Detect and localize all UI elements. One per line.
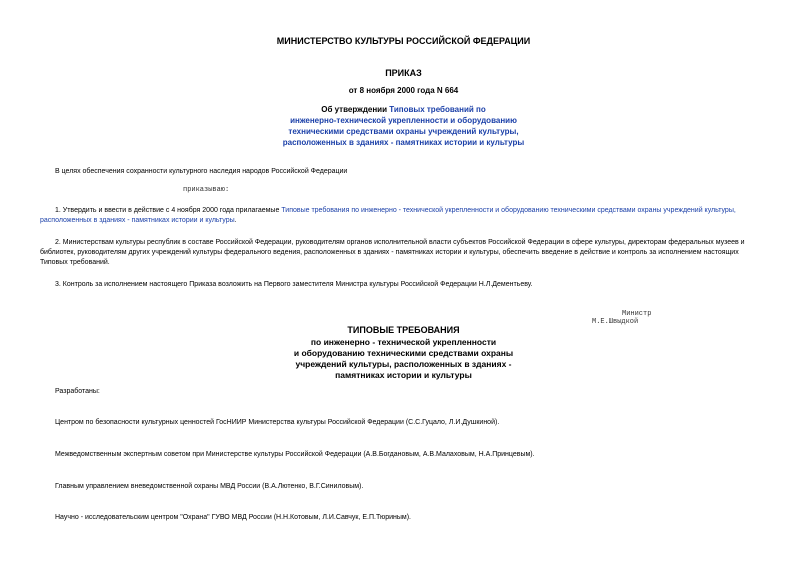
ministry-heading: МИНИСТЕРСТВО КУЛЬТУРЫ РОССИЙСКОЙ ФЕДЕРАЦИИ: [276, 36, 531, 46]
doc-type-heading: ПРИКАЗ: [385, 68, 422, 78]
item-2-line-1: 2. Министерствам культуры республик в составе Российской Федерации, руководителям органов исполнительной власти субъектов Российской Федерации в сфере культуры, директорам федеральных музеев и: [55, 239, 745, 246]
requirements-line-2: и оборудованию техническими средствами охраны: [293, 348, 514, 358]
item-1-suffix: .: [234, 217, 237, 224]
signature-title: Министр: [622, 310, 652, 318]
item-1-line-1: [55, 206, 736, 216]
item-1-link[interactable]: Типовые требования по инженерно - технической укрепленности и оборудованию техническими средствами охраны учреждений культуры,: [281, 207, 736, 214]
developer-item: Центром по безопасности культурных ценностей ГосНИИР Министерства культуры Российской Федерации (С.С.Гуцало, Л.И.Душкиной).: [55, 419, 500, 426]
date-number: от 8 ноября 2000 года N 664: [348, 86, 459, 95]
intro-paragraph: В целях обеспечения сохранности культурного наследия народов Российской Федерации: [55, 168, 348, 175]
item-1-prefix: 1. Утвердить и ввести в действие с 4 ноября 2000 года прилагаемые: [55, 207, 280, 214]
subject-line-4[interactable]: расположенных в зданиях - памятниках истории и культуры: [282, 138, 525, 147]
requirements-line-3: учреждений культуры, расположенных в зданиях -: [295, 359, 512, 369]
item-2-line-2: библиотек, руководителям других учреждений культуры федерального ведения, расположенных в зданиях - памятниках истории и культуры, обеспечить введение в действие и контроль за исполнением настоящих: [40, 249, 739, 256]
developer-item: Научно - исследовательским центром "Охрана" ГУВО МВД России (Н.Н.Котовым, Л.И.Савчук, Е.П.Тюриным).: [55, 514, 411, 521]
developer-item: Главным управлением вневедомственной охраны МВД России (В.А.Лютенко, В.Г.Синиловым).: [55, 483, 364, 490]
developer-item: Межведомственным экспертным советом при Министерстве культуры Российской Федерации (А.В.Богдановым, А.В.Малаховым, Н.А.Принцевым).: [55, 451, 535, 458]
subject-line-1: [0, 104, 807, 115]
requirements-line-1: по инженерно - технической укрепленности: [310, 337, 497, 347]
item-3-paragraph: 3. Контроль за исполнением настоящего Приказа возложить на Первого заместителя Министра культуры Российской Федерации Н.Л.Дементьеву.: [55, 281, 533, 288]
item-1-link-cont[interactable]: расположенных в зданиях - памятниках истории и культуры: [40, 217, 235, 224]
subject-line-3[interactable]: техническими средствами охраны учреждений культуры,: [288, 127, 519, 136]
requirements-title: ТИПОВЫЕ ТРЕБОВАНИЯ: [347, 325, 460, 335]
subject-prefix: Об утверждении: [321, 105, 388, 114]
signature-name: М.Е.Швыдкой: [592, 318, 639, 326]
item-2-line-3: Типовых требований.: [40, 259, 110, 266]
item-1-line-2: [40, 216, 237, 226]
requirements-line-4: памятниках истории и культуры: [335, 370, 472, 380]
developers-label: Разработаны:: [55, 388, 100, 395]
subject-line-2[interactable]: инженерно-технической укрепленности и оборудованию: [290, 116, 517, 125]
prikazyvayu-text: приказываю:: [183, 186, 230, 194]
subject-link[interactable]: Типовых требований по: [389, 105, 486, 114]
